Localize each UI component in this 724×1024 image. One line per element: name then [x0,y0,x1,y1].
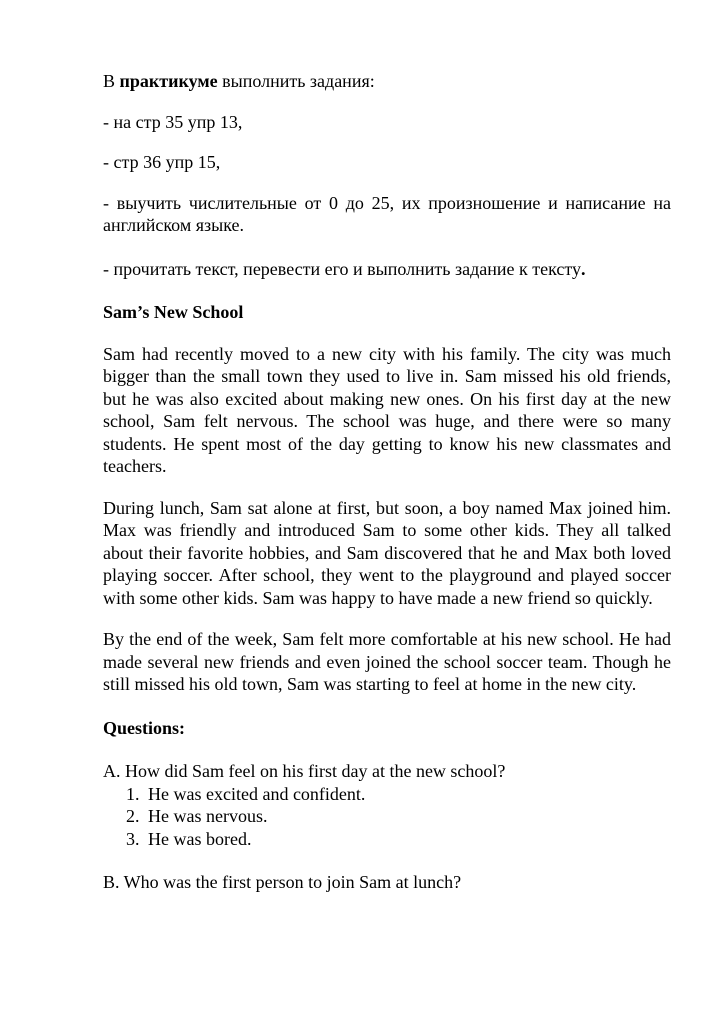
assignment-task-2: - стр 36 упр 15, [103,152,221,172]
story-title: Sam’s New School [103,302,244,322]
option-2 [103,805,671,828]
question-a-options [103,783,671,851]
assignment-task-3: - выучить числительные от 0 до 25, их произношение и написание на английском языке. [103,192,671,235]
questions-heading: Questions: [103,717,186,738]
assignment-task-1: - на стр 35 упр 13, [103,111,243,132]
assignment-intro-suffix: выполнить задания: [217,71,375,91]
assignment-task-4 [103,258,671,281]
assignment-intro-prefix: В [103,71,120,91]
option-number: 2. [126,806,140,826]
assignment-task-4-end: . [581,258,586,279]
story-paragraph-1: Sam had recently moved to a new city with his family. The city was much bigger than the small town they used to live in. Sam missed his old friends, but he was also excited about making new ones. On his first day at the new school, Sam felt nervous. The school was huge, and there were so many students. He spent most of the day getting to know his new classmates and teachers. [103,343,671,476]
option-number: 3. [126,828,140,849]
assignment-task-4-text: - прочитать текст, перевести его и выполнить задание к тексту [103,258,582,279]
question-a: A. How did Sam feel on his first day at the new school? [103,761,506,781]
option-text: He was bored. [148,828,252,849]
option-1 [103,783,671,806]
option-number: 1. [126,783,140,804]
assignment-intro-bold: практикуме [119,71,218,91]
assignment-intro [103,70,671,93]
option-text: He was excited and confident. [148,783,366,804]
document-page [103,70,671,894]
option-3 [103,828,671,851]
option-text: He was nervous. [148,806,268,826]
story-paragraph-2: During lunch, Sam sat alone at first, but soon, a boy named Max joined him. Max was friendly and introduced Sam to some other kids. They all talked about their favorite hobbies, and Sam discovered that he and Max both loved playing soccer. After school, they went to the playground and played soccer with some other kids. Sam was happy to have made a new friend so quickly. [103,497,671,608]
story-paragraph-3: By the end of the week, Sam felt more comfortable at his new school. He had made several new friends and even joined the school soccer team. Though he still missed his old town, Sam was starting to feel at home in the new city. [103,629,671,694]
question-b: B. Who was the first person to join Sam at lunch? [103,872,462,892]
